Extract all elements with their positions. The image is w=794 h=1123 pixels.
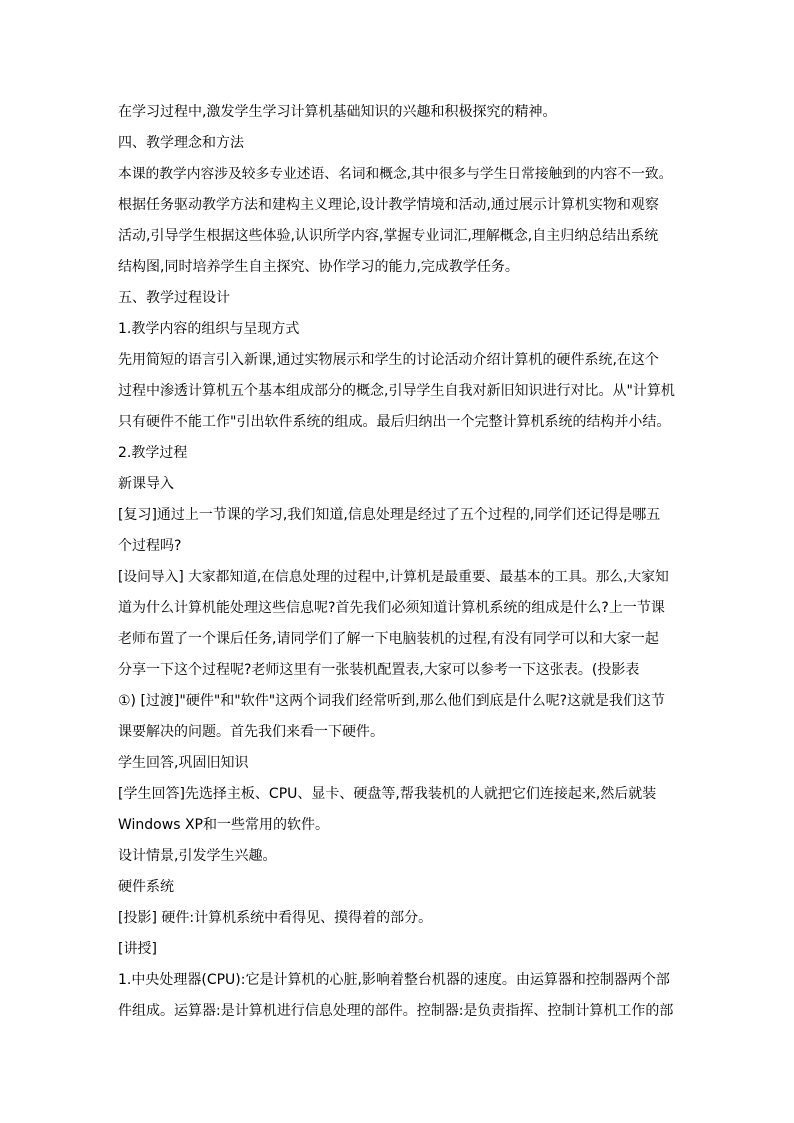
text-line: 1.中央处理器(CPU):它是计算机的心脏,影响着整台机器的速度。由运算器和控制器两个部 (118, 972, 670, 988)
body-text (118, 97, 678, 1027)
text-line: 道为什么计算机能处理这些信息呢?首先我们必须知道计算机系统的组成是什么?上一节课 (118, 600, 665, 616)
text-line: [讲授] (118, 941, 157, 957)
text-line: 在学习过程中,激发学生学习计算机基础知识的兴趣和积极探究的精神。 (118, 104, 557, 120)
text-line: 学生回答,巩固旧知识 (118, 755, 249, 771)
text-line: 结构图,同时培养学生自主探究、协作学习的能力,完成教学任务。 (118, 259, 519, 275)
subsection-heading: 2.教学过程 (118, 445, 188, 461)
text-line: 课要解决的问题。首先我们来看一下硬件。 (118, 724, 384, 740)
text-line: 设计情景,引发学生兴趣。 (118, 848, 277, 864)
text-line: [投影] 硬件:计算机系统中看得见、摸得着的部分。 (118, 910, 433, 926)
text-line: 活动,引导学生根据这些体验,认识所学内容,掌握专业词汇,理解概念,自主归纳总结出系统 (118, 228, 659, 244)
text-line: 新课导入 (118, 476, 174, 492)
text-line: 先用简短的语言引入新课,通过实物展示和学生的讨论活动介绍计算机的硬件系统,在这个 (118, 352, 659, 368)
text-line: 硬件系统 (118, 879, 174, 895)
text-line: 过程中渗透计算机五个基本组成部分的概念,引导学生自我对新旧知识进行对比。从"计算机 (118, 383, 675, 399)
text-line: ①) [过渡]"硬件"和"软件"这两个词我们经常听到,那么他们到底是什么呢?这就是我们这节 (118, 693, 666, 709)
text-line: Windows XP和一些常用的软件。 (118, 817, 329, 833)
text-line: [学生回答]先选择主板、CPU、显卡、硬盘等,帮我装机的人就把它们连接起来,然后就装 (118, 786, 657, 802)
text-line: 老师布置了一个课后任务,请同学们了解一下电脑装机的过程,有没有同学可以和大家一起 (118, 631, 659, 647)
section-heading: 五、教学过程设计 (118, 290, 230, 306)
section-heading: 四、教学理念和方法 (118, 135, 244, 151)
subsection-heading: 1.教学内容的组织与呈现方式 (118, 321, 300, 337)
text-line: 本课的教学内容涉及较多专业述语、名词和概念,其中很多与学生日常接触到的内容不一致。 (118, 166, 673, 182)
text-line: 个过程吗? (118, 538, 182, 554)
text-line: 分享一下这个过程呢?老师这里有一张装机配置表,大家可以参考一下这张表。(投影表 (118, 662, 640, 678)
text-line: 根据任务驱动教学方法和建构主义理论,设计教学情境和活动,通过展示计算机实物和观察 (118, 197, 659, 213)
text-line: [复习]通过上一节课的学习,我们知道,信息处理是经过了五个过程的,同学们还记得是哪五 (118, 507, 661, 523)
text-line: [设问导入] 大家都知道,在信息处理的过程中,计算机是最重要、最基本的工具。那么,大家知 (118, 569, 669, 585)
text-line: 件组成。运算器:是计算机进行信息处理的部件。控制器:是负责指挥、控制计算机工作的部 (118, 1003, 674, 1019)
text-line: 只有硬件不能工作"引出软件系统的组成。最后归纳出一个完整计算机系统的结构并小结。 (118, 414, 671, 430)
